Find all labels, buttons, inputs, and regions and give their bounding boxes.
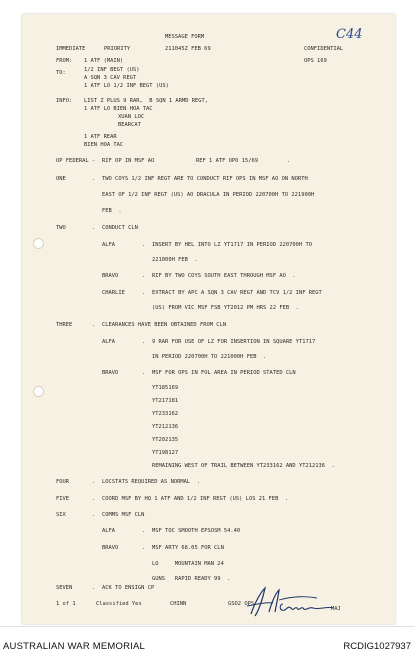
bullet: .: [142, 273, 146, 279]
grid-reference: YT198127: [152, 450, 179, 456]
archive-id: RCDIG1027937: [343, 641, 411, 652]
date-time-group: 211045Z FEB 69: [165, 46, 211, 52]
to-line: 1 ATF LO 1/2 INF BEGT (US): [84, 83, 169, 89]
para-line: 9 RAR FOR USE OF LZ FOR INSERTION IN SQUARE YT1717: [152, 339, 316, 345]
originator-rank: MAJ: [331, 606, 341, 612]
punch-hole: [33, 386, 44, 397]
sub-label: ALFA: [102, 242, 116, 248]
precedence: IMMEDIATE: [56, 46, 86, 52]
para-line: (US) FROM VIC MSF FSB YT2012 PM HRS 22 FEB .: [152, 305, 299, 311]
para-line: MSF TOC SMOOTH EPSOSM 54.40: [152, 528, 241, 534]
para-line: EAST OF 1/2 INF REGT (US) AO DRACULA IN PERIOD 220700H TO 221900H: [102, 192, 315, 198]
signature-image: [243, 584, 338, 620]
to-line: 1/2 INF BEGT (US): [84, 67, 140, 73]
para-line: EXTRACT BY APC A SQN 3 CAV REGT AND TCV 1/2 INF REGT: [152, 290, 322, 296]
para-label: SEVEN: [56, 585, 73, 591]
originator-name: CHINN: [170, 601, 187, 607]
para-line: 221000H FEB .: [152, 257, 198, 263]
para-line: FEB .: [102, 208, 122, 214]
info-label: INFO:: [56, 98, 73, 104]
bullet: .: [92, 176, 96, 182]
info-line: 1 ATF REAR: [84, 134, 117, 140]
subject-end: .: [287, 158, 291, 164]
grid-reference: YT233162: [152, 411, 179, 417]
para-line: ACK TO ENSIGN CP: [102, 585, 155, 591]
classified-flag: Classified Yes: [96, 601, 142, 607]
para-label: ONE: [56, 176, 66, 182]
sub-label: BRAVO: [102, 370, 119, 376]
para-label: SIX: [56, 512, 66, 518]
subject-value: RIF OP IN MSF AO: [102, 158, 155, 164]
handwritten-reference: C44: [336, 27, 363, 42]
info-line: 1 ATF LO BIEN HOA TAC: [84, 106, 153, 112]
originator-appointment: GSO2 OPS: [228, 601, 255, 607]
page-count: 1 of 1: [56, 601, 76, 607]
bullet: .: [142, 242, 146, 248]
para-line: TWO COYS 1/2 INF REGT ARE TO CONDUCT RIF OPS IN MSF AO ON NORTH: [102, 176, 308, 182]
para-label: TWO: [56, 225, 66, 231]
para-line: LOCSTATS REQUIRED AS NORMAL .: [102, 479, 200, 485]
bullet: .: [142, 370, 146, 376]
to-line: A SQN 3 CAV REGT: [84, 75, 137, 81]
archive-footer: [0, 626, 415, 655]
sub-label: ALFA: [102, 339, 116, 345]
para-line: IN PERIOD 220700H TO 221000H FEB .: [152, 354, 267, 360]
sub-label: CHARLIE: [102, 290, 125, 296]
subject-ref: REF 1 ATF OPO 15/69: [196, 158, 259, 164]
info-line: LIST Z PLUS 9 RAR, B SQN 1 ARMD REGT,: [84, 98, 209, 104]
info-line: BIEN HOA TAC: [84, 142, 124, 148]
para-line: REMAINING WEST OF TRAIL BETWEEN YT233162 AND YT212136 .: [152, 463, 335, 469]
para-heading: COMMS MSF CLN: [102, 512, 145, 518]
grid-reference: YT217181: [152, 398, 179, 404]
info-line: XUAN LOC: [118, 114, 145, 120]
para-line: LO MOUNTAIN MAN 24: [152, 561, 224, 567]
bullet: .: [92, 585, 96, 591]
grid-reference: YT212136: [152, 424, 179, 430]
para-line: COORD MSF BY HQ 1 ATF AND 1/2 INF REGT (US) LOS 21 FEB .: [102, 496, 289, 502]
form-title: MESSAGE FORM: [165, 34, 205, 40]
from-value: 1 ATF (MAIN): [84, 58, 124, 64]
bullet: .: [92, 496, 96, 502]
sub-label: BRAVO: [102, 273, 119, 279]
bullet: .: [142, 290, 146, 296]
sub-label: BRAVO: [102, 545, 119, 551]
ops-number: OPS 169: [304, 58, 327, 64]
sub-label: ALFA: [102, 528, 116, 534]
archive-name: AUSTRALIAN WAR MEMORIAL: [3, 641, 146, 652]
bullet: .: [142, 545, 146, 551]
para-line: MSF FOR OPS IN FOL AREA IN PERIOD STATED CLN: [152, 370, 296, 376]
from-label: FROM:: [56, 58, 73, 64]
to-label: TO:: [56, 70, 66, 76]
para-line: GUNS RAPID READY 99 .: [152, 576, 231, 582]
punch-hole: [33, 238, 44, 249]
para-label: FIVE: [56, 496, 70, 502]
para-line: RIF BY TWO COYS SOUTH EAST THROUGH MSF AO .: [152, 273, 296, 279]
classification: CONFIDENTIAL: [304, 46, 344, 52]
grid-reference: YT202135: [152, 437, 179, 443]
bullet: .: [142, 339, 146, 345]
info-line: BEARCAT: [118, 122, 141, 128]
bullet: .: [92, 322, 96, 328]
para-line: INSERT BY HEL INTO LZ YT1717 IN PERIOD 220700H TO: [152, 242, 313, 248]
bullet: .: [142, 528, 146, 534]
bullet: .: [92, 512, 96, 518]
priority: PRIORITY: [104, 46, 131, 52]
bullet: .: [92, 225, 96, 231]
para-label: FOUR: [56, 479, 70, 485]
para-line: MSF ARTY 68.05 FOR CLN: [152, 545, 224, 551]
para-heading: CONDUCT CLN: [102, 225, 138, 231]
subject-label: OP FEDERAL -: [56, 158, 96, 164]
para-label: THREE: [56, 322, 73, 328]
para-heading: CLEARANCES HAVE BEEN OBTAINED FROM CLN: [102, 322, 227, 328]
bullet: .: [92, 479, 96, 485]
grid-reference: YT185169: [152, 385, 179, 391]
